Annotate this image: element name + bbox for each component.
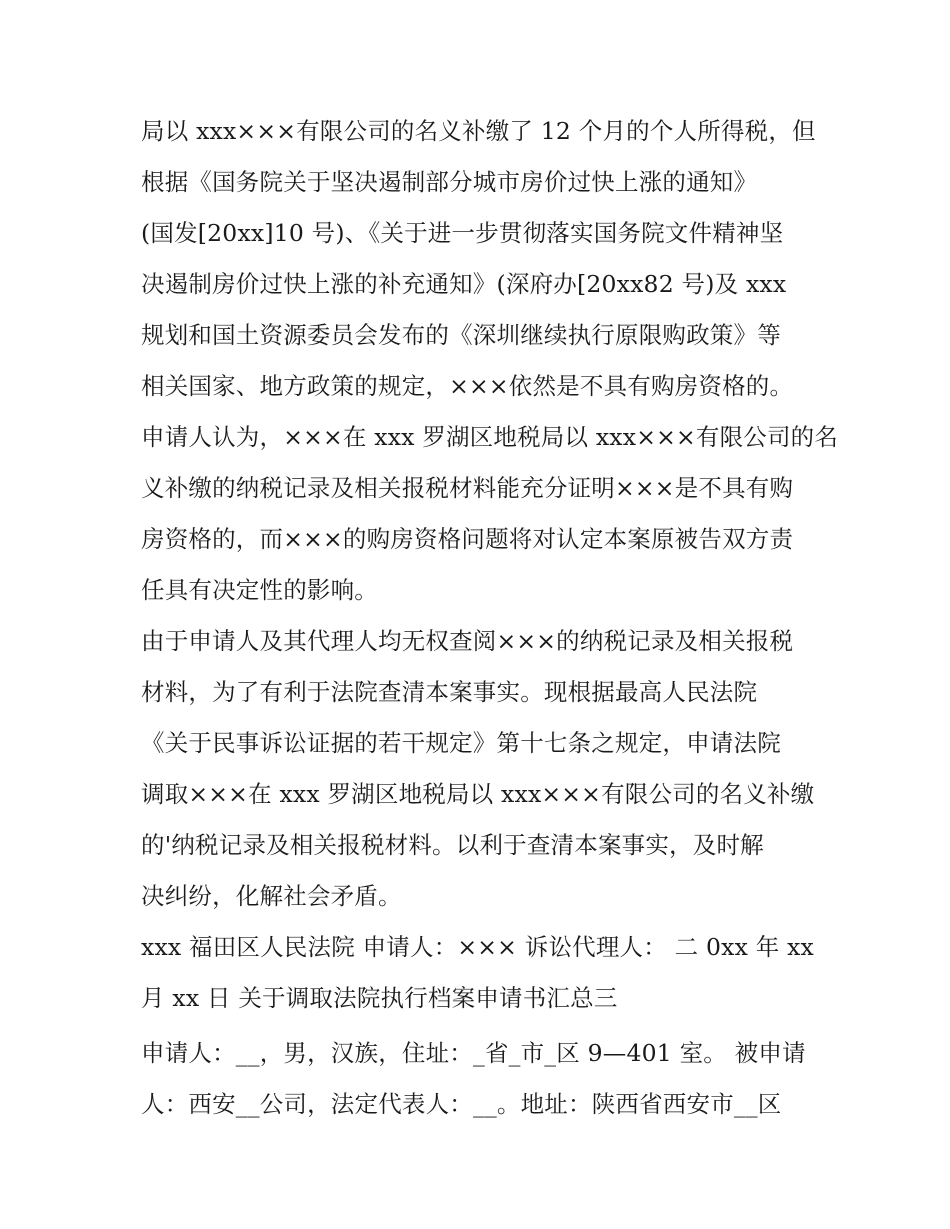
text-line-5: 规划和国土资源委员会发布的《深圳继续执行原限购政策》等 — [141, 321, 781, 349]
text-line-4: 决遏制房价过快上涨的补充通知》(深府办[20xx82 号)及 xxx — [141, 270, 787, 298]
text-line-9: 房资格的，而×××的购房资格问题将对认定本案原被告双方责 — [141, 525, 794, 553]
text-line-19: 申请人：__，男，汉族，住址：_省_市_区 9—401 室。 被申请 — [141, 1039, 806, 1067]
text-line-16: 决纠纷，化解社会矛盾。 — [141, 882, 402, 910]
text-line-14: 调取×××在 xxx 罗湖区地税局以 xxx×××有限公司的名义补缴 — [141, 780, 815, 808]
text-line-12: 材料，为了有利于法院查清本案事实。现根据最高人民法院 — [141, 678, 758, 706]
text-line-3: (国发[20xx]10 号)、《关于进一步贯彻落实国务院文件精神坚 — [141, 219, 784, 247]
text-line-13: 《关于民事诉讼证据的若干规定》第十七条之规定，申请法院 — [141, 729, 781, 757]
text-line-11: 由于申请人及其代理人均无权查阅×××的纳税记录及相关报税 — [141, 627, 794, 655]
text-line-20: 人：西安__公司，法定代表人：__。地址：陕西省西安市__区 — [141, 1090, 782, 1118]
text-line-1: 局以 xxx×××有限公司的名义补缴了 12 个月的个人所得税，但 — [141, 117, 816, 145]
text-line-6: 相关国家、地方政策的规定，×××依然是不具有购房资格的。 — [141, 372, 794, 400]
text-line-17: xxx 福田区人民法院 申请人：××× 诉讼代理人： 二 0xx 年 xx — [141, 933, 814, 961]
text-line-2: 根据《国务院关于坚决遏制部分城市房价过快上涨的通知》 — [141, 168, 758, 196]
text-line-10: 任具有决定性的影响。 — [141, 576, 378, 604]
text-line-18: 月 xx 日 关于调取法院执行档案申请书汇总三 — [141, 984, 618, 1012]
text-line-8: 义补缴的纳税记录及相关报税材料能充分证明×××是不具有购 — [141, 474, 794, 502]
text-line-15: 的'纳税记录及相关报税材料。以利于查清本案事实，及时解 — [141, 831, 764, 859]
document-body — [141, 106, 841, 1130]
text-line-7: 申请人认为，×××在 xxx 罗湖区地税局以 xxx×××有限公司的名 — [141, 423, 839, 451]
